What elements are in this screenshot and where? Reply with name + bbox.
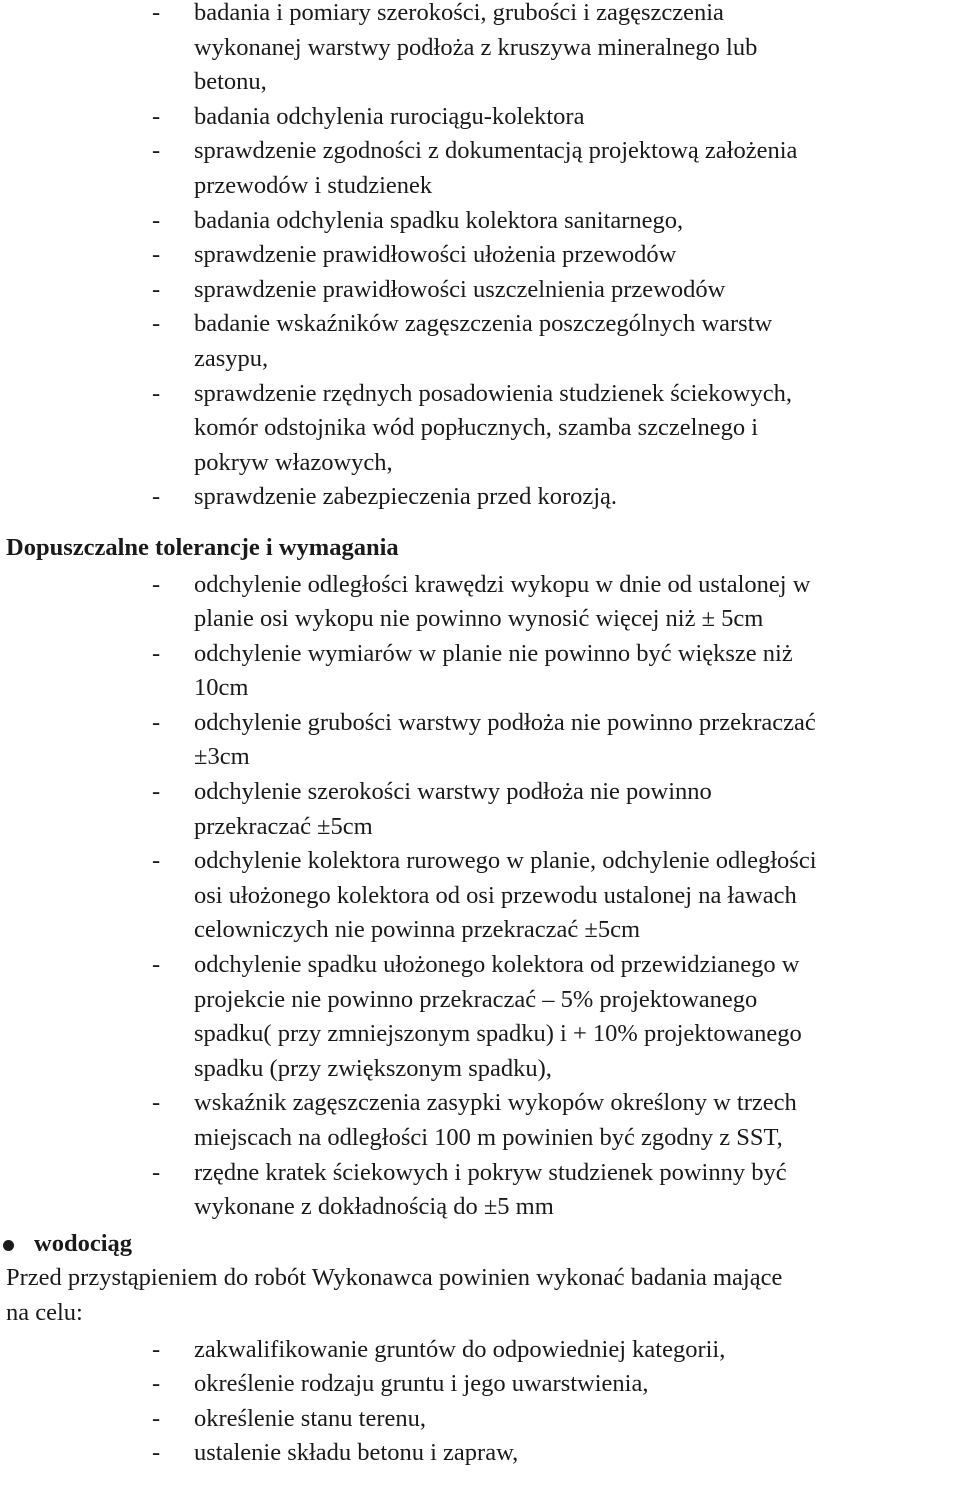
- dash-marker: -: [152, 1370, 161, 1398]
- dash-marker: -: [152, 951, 161, 979]
- list-item-line: projekcie nie powinno przekraczać – 5% projektowanego: [194, 985, 758, 1013]
- list-item-line: odchylenie szerokości warstwy podłoża nie powinno: [194, 778, 712, 806]
- list-item-line: betonu,: [194, 68, 267, 96]
- dash-marker: -: [152, 847, 161, 875]
- dash-marker: -: [152, 275, 161, 303]
- list-item: [0, 1367, 960, 1402]
- dash-marker: -: [152, 708, 161, 736]
- water-supply-heading-text: wodociąg: [34, 1229, 132, 1257]
- list-item-line: zasypu,: [194, 344, 269, 372]
- list-item-line: wykonane z dokładnością do ±5 mm: [194, 1193, 554, 1221]
- dash-marker: -: [152, 0, 161, 26]
- list-item-line: odchylenie spadku ułożonego kolektora od przewidzianego w: [194, 951, 800, 979]
- list-item: [0, 480, 960, 515]
- dash-marker: -: [152, 102, 161, 130]
- tolerances-heading: Dopuszczalne tolerancje i wymagania: [6, 533, 399, 561]
- dash-marker: -: [152, 483, 161, 511]
- list-item: [0, 948, 960, 1086]
- list-item: [0, 1156, 960, 1225]
- list-item-line: komór odstojnika wód popłucznych, szamba szczelnego i: [194, 414, 759, 442]
- list-item-line: ustalenie składu betonu i zapraw,: [194, 1439, 519, 1467]
- intro-line: na celu:: [6, 1298, 83, 1326]
- list-item: [0, 775, 960, 844]
- list-item-line: badania i pomiary szerokości, grubości i zagęszczenia: [194, 0, 724, 26]
- list-item-line: zakwalifikowanie gruntów do odpowiedniej kategorii,: [194, 1335, 726, 1363]
- dash-marker: -: [152, 310, 161, 338]
- list-item-line: sprawdzenie rzędnych posadowienia studzienek ściekowych,: [194, 379, 792, 407]
- section-tests-list: [0, 0, 960, 515]
- list-item: [0, 1086, 960, 1155]
- list-item: [0, 1333, 960, 1368]
- list-item-line: odchylenie odległości krawędzi wykopu w dnie od ustalonej w: [194, 570, 811, 598]
- bullet-icon: [3, 1240, 14, 1251]
- list-item: [0, 134, 960, 203]
- list-item: [0, 273, 960, 308]
- dash-marker: -: [152, 570, 161, 598]
- list-item: [0, 568, 960, 637]
- list-item-line: sprawdzenie prawidłowości ułożenia przewodów: [194, 241, 677, 269]
- dash-marker: -: [152, 1404, 161, 1432]
- list-item-line: odchylenie grubości warstwy podłoża nie powinno przekraczać: [194, 708, 816, 736]
- dash-marker: -: [152, 241, 161, 269]
- list-item-line: wskaźnik zagęszczenia zasypki wykopów określony w trzech: [194, 1089, 797, 1117]
- list-item-line: spadku( przy zmniejszonym spadku) i + 10% projektowanego: [194, 1020, 802, 1048]
- water-supply-heading: [0, 1227, 960, 1262]
- list-item-line: badania odchylenia rurociągu-kolektora: [194, 102, 585, 130]
- dash-marker: -: [152, 1089, 161, 1117]
- list-item-line: określenie rodzaju gruntu i jego uwarstwienia,: [194, 1370, 649, 1398]
- list-item-line: wykonanej warstwy podłoża z kruszywa mineralnego lub: [194, 33, 758, 61]
- list-item-line: ±3cm: [194, 743, 250, 771]
- list-item-line: odchylenie kolektora rurowego w planie, odchylenie odległości: [194, 847, 817, 875]
- list-item: [0, 0, 960, 100]
- water-supply-intro: [0, 1261, 960, 1330]
- list-item: [0, 377, 960, 481]
- list-item: [0, 1436, 960, 1471]
- list-item: [0, 204, 960, 239]
- list-item-line: sprawdzenie zabezpieczenia przed korozją.: [194, 483, 618, 511]
- list-item-line: rzędne kratek ściekowych i pokryw studzienek powinny być: [194, 1158, 787, 1186]
- list-item-line: przewodów i studzienek: [194, 171, 433, 199]
- list-item-line: sprawdzenie prawidłowości uszczelnienia przewodów: [194, 275, 726, 303]
- dash-marker: -: [152, 778, 161, 806]
- list-item-line: 10cm: [194, 674, 249, 702]
- list-item: [0, 844, 960, 948]
- dash-marker: -: [152, 1439, 161, 1467]
- list-item-line: określenie stanu terenu,: [194, 1404, 426, 1432]
- list-item: [0, 706, 960, 775]
- list-item-line: celowniczych nie powinna przekraczać ±5cm: [194, 916, 641, 944]
- list-item: [0, 1402, 960, 1437]
- list-item-line: przekraczać ±5cm: [194, 812, 373, 840]
- section-water-supply-list: [0, 1333, 960, 1471]
- list-item: [0, 100, 960, 135]
- list-item: [0, 238, 960, 273]
- list-item-line: spadku (przy zwiększonym spadku),: [194, 1054, 552, 1082]
- dash-marker: -: [152, 639, 161, 667]
- list-item-line: badania odchylenia spadku kolektora sanitarnego,: [194, 206, 684, 234]
- list-item: [0, 637, 960, 706]
- list-item-line: odchylenie wymiarów w planie nie powinno być większe niż: [194, 639, 793, 667]
- list-item-line: osi ułożonego kolektora od osi przewodu ustalonej na ławach: [194, 881, 797, 909]
- list-item-line: badanie wskaźników zagęszczenia poszczególnych warstw: [194, 310, 773, 338]
- section-tolerances-list: [0, 568, 960, 1225]
- dash-marker: -: [152, 1158, 161, 1186]
- list-item-line: miejscach na odległości 100 m powinien być zgodny z SST,: [194, 1124, 783, 1151]
- list-item-line: pokryw włazowych,: [194, 448, 393, 476]
- list-item-line: sprawdzenie zgodności z dokumentacją projektową założenia: [194, 137, 798, 165]
- dash-marker: -: [152, 206, 161, 234]
- dash-marker: -: [152, 1335, 161, 1363]
- intro-line: Przed przystąpieniem do robót Wykonawca powinien wykonać badania mające: [6, 1264, 783, 1292]
- list-item-line: planie osi wykopu nie powinno wynosić więcej niż ± 5cm: [194, 605, 764, 633]
- dash-marker: -: [152, 137, 161, 165]
- list-item: [0, 307, 960, 376]
- dash-marker: -: [152, 379, 161, 407]
